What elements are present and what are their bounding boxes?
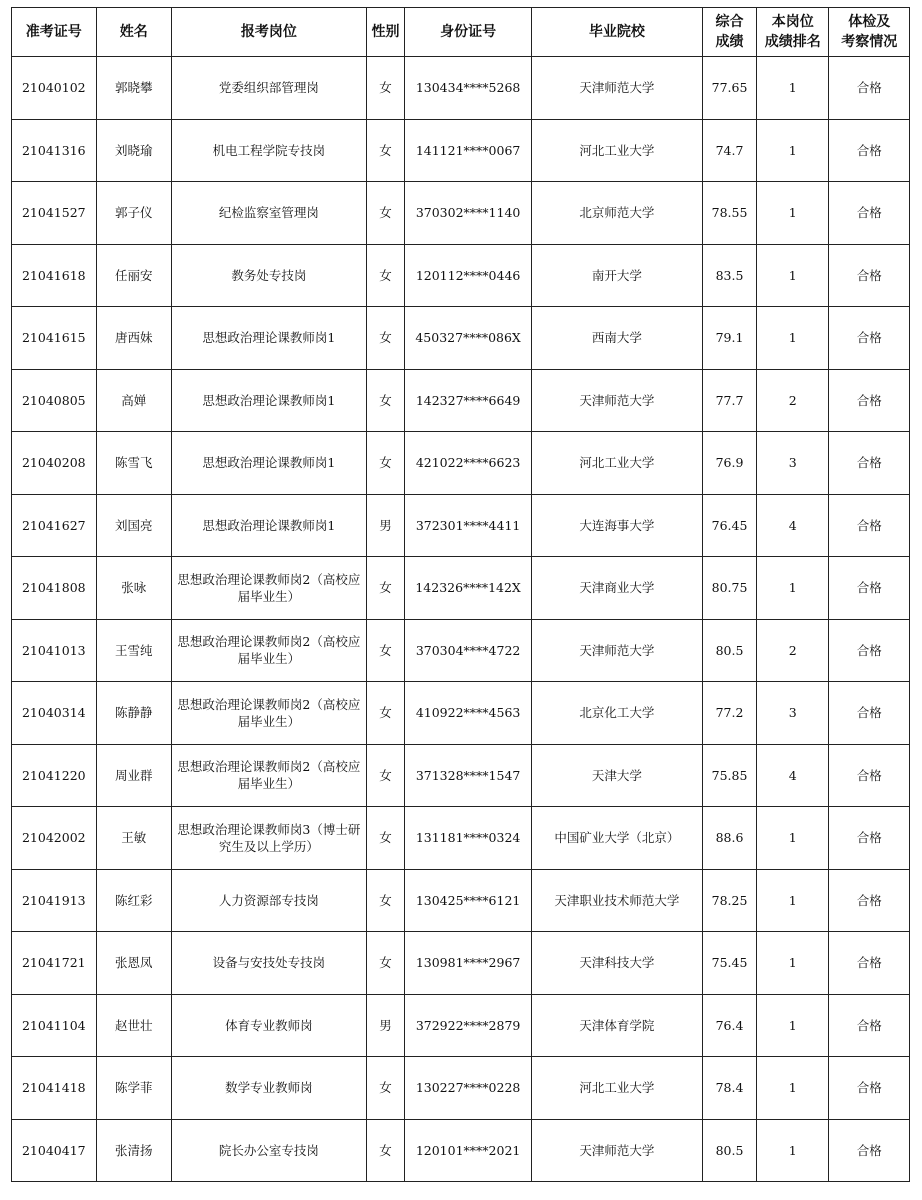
cell-rank: 1 [757, 1119, 829, 1182]
cell-rank: 4 [757, 744, 829, 807]
header-row [12, 8, 910, 57]
cell-id-number: 370302****1140 [405, 182, 531, 245]
cell-check: 合格 [829, 557, 910, 620]
cell-position: 思想政治理论课教师岗1 [172, 494, 367, 557]
cell-name: 王敏 [96, 807, 171, 870]
header-check [829, 8, 910, 57]
cell-school: 中国矿业大学（北京） [531, 807, 702, 870]
cell-score: 88.6 [703, 807, 757, 870]
cell-school: 天津师范大学 [531, 57, 702, 120]
cell-score: 77.7 [703, 369, 757, 432]
cell-rank: 1 [757, 869, 829, 932]
cell-school: 北京化工大学 [531, 682, 702, 745]
header-id-number: 身份证号 [405, 8, 531, 57]
cell-school: 天津体育学院 [531, 994, 702, 1057]
cell-check: 合格 [829, 307, 910, 370]
cell-position: 体育专业教师岗 [172, 994, 367, 1057]
cell-exam-id: 21041618 [12, 244, 97, 307]
cell-score: 78.25 [703, 869, 757, 932]
cell-exam-id: 21041418 [12, 1057, 97, 1120]
cell-school: 西南大学 [531, 307, 702, 370]
cell-id-number: 370304****4722 [405, 619, 531, 682]
header-score [703, 8, 757, 57]
cell-gender: 男 [366, 494, 405, 557]
cell-name: 刘晓瑜 [96, 119, 171, 182]
cell-id-number: 141121****0067 [405, 119, 531, 182]
cell-rank: 1 [757, 994, 829, 1057]
cell-id-number: 130227****0228 [405, 1057, 531, 1120]
cell-position: 思想政治理论课教师岗2（高校应届毕业生） [172, 744, 367, 807]
cell-gender: 女 [366, 932, 405, 995]
cell-exam-id: 21041316 [12, 119, 97, 182]
cell-name: 周业群 [96, 744, 171, 807]
cell-exam-id: 21041627 [12, 494, 97, 557]
cell-name: 张恩凤 [96, 932, 171, 995]
cell-gender: 女 [366, 744, 405, 807]
cell-check: 合格 [829, 869, 910, 932]
cell-gender: 男 [366, 994, 405, 1057]
cell-gender: 女 [366, 682, 405, 745]
table-row [12, 994, 910, 1057]
header-check-line1: 体检及 [848, 14, 891, 30]
cell-check: 合格 [829, 369, 910, 432]
cell-check: 合格 [829, 619, 910, 682]
cell-school: 天津大学 [531, 744, 702, 807]
cell-exam-id: 21041615 [12, 307, 97, 370]
cell-gender: 女 [366, 1119, 405, 1182]
cell-gender: 女 [366, 57, 405, 120]
cell-school: 天津科技大学 [531, 932, 702, 995]
table-row [12, 682, 910, 745]
cell-position: 设备与安技处专技岗 [172, 932, 367, 995]
header-name: 姓名 [96, 8, 171, 57]
cell-name: 任丽安 [96, 244, 171, 307]
table-row [12, 182, 910, 245]
table-row [12, 932, 910, 995]
cell-check: 合格 [829, 1057, 910, 1120]
cell-check: 合格 [829, 807, 910, 870]
cell-position: 数学专业教师岗 [172, 1057, 367, 1120]
cell-exam-id: 21042002 [12, 807, 97, 870]
cell-score: 79.1 [703, 307, 757, 370]
header-rank-line2: 成绩排名 [764, 34, 821, 50]
table-body [12, 57, 910, 1182]
table-row [12, 1119, 910, 1182]
cell-exam-id: 21040314 [12, 682, 97, 745]
cell-name: 张咏 [96, 557, 171, 620]
cell-exam-id: 21040208 [12, 432, 97, 495]
candidate-table [11, 7, 910, 1182]
cell-id-number: 142326****142X [405, 557, 531, 620]
table-row [12, 744, 910, 807]
cell-score: 83.5 [703, 244, 757, 307]
cell-score: 77.65 [703, 57, 757, 120]
table-row [12, 807, 910, 870]
cell-position: 纪检监察室管理岗 [172, 182, 367, 245]
cell-position: 思想政治理论课教师岗1 [172, 369, 367, 432]
cell-position: 机电工程学院专技岗 [172, 119, 367, 182]
table-row [12, 1057, 910, 1120]
cell-position: 思想政治理论课教师岗2（高校应届毕业生） [172, 619, 367, 682]
header-check-line2: 考察情况 [841, 34, 898, 50]
cell-check: 合格 [829, 244, 910, 307]
cell-name: 王雪纯 [96, 619, 171, 682]
cell-id-number: 131181****0324 [405, 807, 531, 870]
table-row [12, 57, 910, 120]
cell-id-number: 421022****6623 [405, 432, 531, 495]
cell-score: 78.55 [703, 182, 757, 245]
cell-position: 教务处专技岗 [172, 244, 367, 307]
cell-position: 思想政治理论课教师岗1 [172, 307, 367, 370]
cell-rank: 1 [757, 932, 829, 995]
cell-position: 思想政治理论课教师岗3（博士研究生及以上学历） [172, 807, 367, 870]
cell-rank: 2 [757, 619, 829, 682]
cell-rank: 3 [757, 432, 829, 495]
cell-rank: 4 [757, 494, 829, 557]
cell-check: 合格 [829, 432, 910, 495]
header-rank [757, 8, 829, 57]
table-row [12, 307, 910, 370]
cell-exam-id: 21041013 [12, 619, 97, 682]
cell-rank: 3 [757, 682, 829, 745]
cell-school: 大连海事大学 [531, 494, 702, 557]
cell-school: 天津师范大学 [531, 619, 702, 682]
header-score-line2: 成绩 [715, 34, 744, 50]
cell-name: 郭子仪 [96, 182, 171, 245]
cell-name: 张清扬 [96, 1119, 171, 1182]
cell-id-number: 130434****5268 [405, 57, 531, 120]
cell-gender: 女 [366, 1057, 405, 1120]
header-exam-id: 准考证号 [12, 8, 97, 57]
header-rank-line1: 本岗位 [771, 14, 814, 30]
cell-score: 80.5 [703, 1119, 757, 1182]
cell-exam-id: 21041527 [12, 182, 97, 245]
cell-score: 76.9 [703, 432, 757, 495]
cell-school: 河北工业大学 [531, 119, 702, 182]
cell-exam-id: 21041220 [12, 744, 97, 807]
cell-rank: 1 [757, 182, 829, 245]
cell-name: 陈静静 [96, 682, 171, 745]
cell-score: 78.4 [703, 1057, 757, 1120]
cell-id-number: 372922****2879 [405, 994, 531, 1057]
cell-score: 75.45 [703, 932, 757, 995]
cell-check: 合格 [829, 682, 910, 745]
cell-check: 合格 [829, 182, 910, 245]
cell-gender: 女 [366, 182, 405, 245]
cell-name: 刘国亮 [96, 494, 171, 557]
cell-gender: 女 [366, 619, 405, 682]
cell-score: 77.2 [703, 682, 757, 745]
cell-rank: 1 [757, 57, 829, 120]
cell-id-number: 371328****1547 [405, 744, 531, 807]
table-row [12, 557, 910, 620]
cell-exam-id: 21040417 [12, 1119, 97, 1182]
cell-check: 合格 [829, 494, 910, 557]
cell-score: 80.75 [703, 557, 757, 620]
cell-check: 合格 [829, 119, 910, 182]
cell-school: 河北工业大学 [531, 1057, 702, 1120]
cell-school: 天津职业技术师范大学 [531, 869, 702, 932]
cell-check: 合格 [829, 932, 910, 995]
cell-gender: 女 [366, 807, 405, 870]
cell-rank: 1 [757, 307, 829, 370]
cell-gender: 女 [366, 307, 405, 370]
header-position: 报考岗位 [172, 8, 367, 57]
cell-name: 陈红彩 [96, 869, 171, 932]
cell-exam-id: 21040102 [12, 57, 97, 120]
cell-id-number: 120101****2021 [405, 1119, 531, 1182]
cell-name: 郭晓攀 [96, 57, 171, 120]
cell-score: 76.45 [703, 494, 757, 557]
cell-position: 党委组织部管理岗 [172, 57, 367, 120]
cell-school: 天津师范大学 [531, 369, 702, 432]
cell-check: 合格 [829, 57, 910, 120]
cell-name: 赵世壮 [96, 994, 171, 1057]
cell-school: 南开大学 [531, 244, 702, 307]
cell-position: 人力资源部专技岗 [172, 869, 367, 932]
table-row [12, 619, 910, 682]
cell-score: 75.85 [703, 744, 757, 807]
cell-position: 院长办公室专技岗 [172, 1119, 367, 1182]
cell-exam-id: 21040805 [12, 369, 97, 432]
cell-rank: 2 [757, 369, 829, 432]
header-school: 毕业院校 [531, 8, 702, 57]
cell-exam-id: 21041104 [12, 994, 97, 1057]
cell-score: 74.7 [703, 119, 757, 182]
cell-rank: 1 [757, 244, 829, 307]
cell-id-number: 130425****6121 [405, 869, 531, 932]
cell-school: 北京师范大学 [531, 182, 702, 245]
table-row [12, 119, 910, 182]
cell-position: 思想政治理论课教师岗1 [172, 432, 367, 495]
cell-score: 80.5 [703, 619, 757, 682]
table-row [12, 244, 910, 307]
cell-school: 天津商业大学 [531, 557, 702, 620]
cell-rank: 1 [757, 807, 829, 870]
cell-name: 陈雪飞 [96, 432, 171, 495]
cell-rank: 1 [757, 557, 829, 620]
header-score-line1: 综合 [715, 14, 744, 30]
cell-exam-id: 21041913 [12, 869, 97, 932]
cell-position: 思想政治理论课教师岗2（高校应届毕业生） [172, 557, 367, 620]
table-row [12, 869, 910, 932]
table-header [12, 8, 910, 57]
cell-gender: 女 [366, 432, 405, 495]
cell-name: 陈学菲 [96, 1057, 171, 1120]
cell-score: 76.4 [703, 994, 757, 1057]
cell-exam-id: 21041808 [12, 557, 97, 620]
cell-name: 唐西妹 [96, 307, 171, 370]
cell-gender: 女 [366, 244, 405, 307]
cell-check: 合格 [829, 1119, 910, 1182]
cell-check: 合格 [829, 744, 910, 807]
cell-gender: 女 [366, 557, 405, 620]
cell-gender: 女 [366, 119, 405, 182]
cell-id-number: 120112****0446 [405, 244, 531, 307]
cell-school: 河北工业大学 [531, 432, 702, 495]
cell-id-number: 130981****2967 [405, 932, 531, 995]
cell-rank: 1 [757, 1057, 829, 1120]
cell-position: 思想政治理论课教师岗2（高校应届毕业生） [172, 682, 367, 745]
table-row [12, 369, 910, 432]
cell-rank: 1 [757, 119, 829, 182]
header-gender: 性别 [366, 8, 405, 57]
cell-gender: 女 [366, 869, 405, 932]
cell-id-number: 142327****6649 [405, 369, 531, 432]
cell-id-number: 410922****4563 [405, 682, 531, 745]
cell-id-number: 372301****4411 [405, 494, 531, 557]
cell-id-number: 450327****086X [405, 307, 531, 370]
table-row [12, 494, 910, 557]
cell-gender: 女 [366, 369, 405, 432]
cell-exam-id: 21041721 [12, 932, 97, 995]
cell-school: 天津师范大学 [531, 1119, 702, 1182]
table-row [12, 432, 910, 495]
cell-check: 合格 [829, 994, 910, 1057]
cell-name: 高婵 [96, 369, 171, 432]
